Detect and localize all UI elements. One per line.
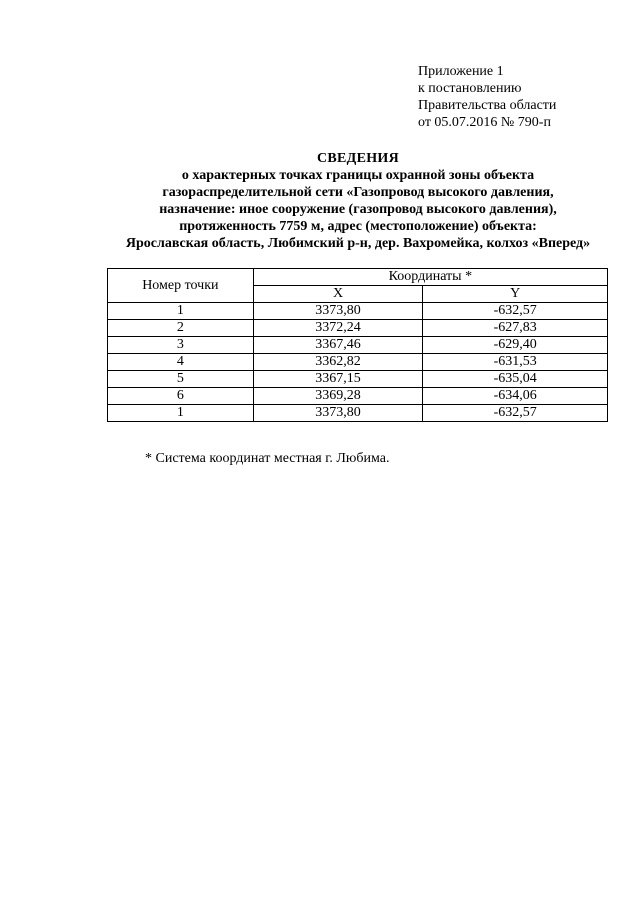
footnote: * Система координат местная г. Любима.: [145, 451, 390, 466]
heading-line: Ярославская область, Любимский р-н, дер. Вахромейка, колхоз «Вперед»: [125, 236, 591, 251]
table-row: [108, 354, 608, 371]
cell-x: 3362,82: [253, 354, 423, 371]
appendix-line: от 05.07.2016 № 790-п: [418, 115, 551, 130]
cell-y: -631,53: [423, 354, 608, 371]
appendix-line: Правительства области: [418, 98, 557, 113]
coordinates-table: [107, 268, 608, 422]
cell-x: 3372,24: [253, 320, 423, 337]
cell-point: 5: [108, 371, 254, 388]
header-point-number: Номер точки: [108, 269, 254, 303]
document-heading: [0, 150, 640, 252]
cell-point: 1: [108, 303, 254, 320]
header-y: Y: [423, 286, 608, 303]
appendix-block: [418, 63, 556, 131]
cell-y: -632,57: [423, 303, 608, 320]
heading-line: газораспределительной сети «Газопровод высокого давления,: [162, 185, 554, 200]
cell-point: 2: [108, 320, 254, 337]
table-row: [108, 388, 608, 405]
cell-x: 3367,15: [253, 371, 423, 388]
cell-y: -632,57: [423, 405, 608, 422]
header-x: X: [253, 286, 423, 303]
table-header-row: [108, 269, 608, 286]
cell-point: 3: [108, 337, 254, 354]
cell-x: 3373,80: [253, 405, 423, 422]
table-row: [108, 371, 608, 388]
heading-line: протяженность 7759 м, адрес (местоположение) объекта:: [179, 219, 537, 234]
cell-y: -635,04: [423, 371, 608, 388]
cell-x: 3367,46: [253, 337, 423, 354]
cell-y: -627,83: [423, 320, 608, 337]
document-title: СВЕДЕНИЯ: [316, 151, 400, 166]
appendix-line: Приложение 1: [418, 64, 504, 79]
table-row: [108, 405, 608, 422]
appendix-line: к постановлению: [418, 81, 522, 96]
cell-y: -629,40: [423, 337, 608, 354]
cell-point: 6: [108, 388, 254, 405]
cell-point: 4: [108, 354, 254, 371]
cell-x: 3369,28: [253, 388, 423, 405]
table-row: [108, 320, 608, 337]
heading-line: о характерных точках границы охранной зоны объекта: [181, 168, 535, 183]
cell-y: -634,06: [423, 388, 608, 405]
table-row: [108, 303, 608, 320]
heading-line: назначение: иное сооружение (газопровод высокого давления),: [159, 202, 557, 217]
header-coordinates: Координаты *: [253, 269, 607, 286]
table-row: [108, 337, 608, 354]
cell-point: 1: [108, 405, 254, 422]
cell-x: 3373,80: [253, 303, 423, 320]
